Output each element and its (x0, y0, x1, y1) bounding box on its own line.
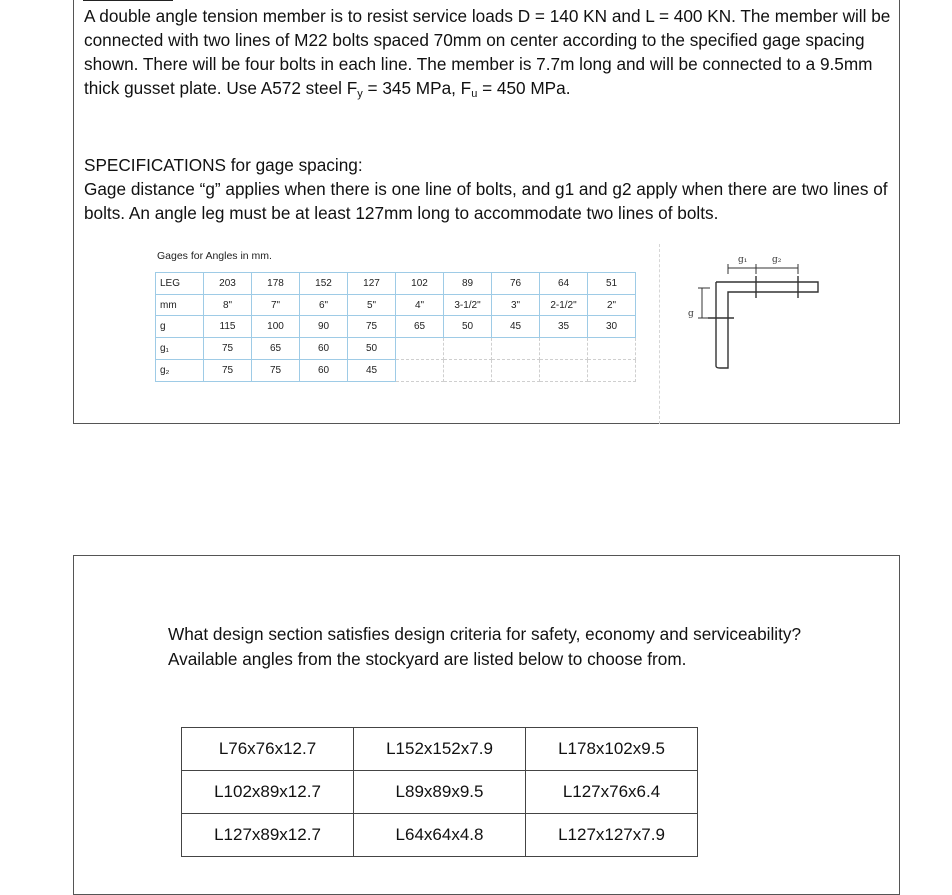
row-label: LEG (156, 273, 204, 295)
row-label: mm (156, 295, 204, 316)
gage-table-caption: Gages for Angles in mm. (157, 250, 272, 262)
table-cell: 100 (252, 316, 300, 338)
g-label: g (688, 309, 694, 319)
table-cell: 115 (204, 316, 252, 338)
table-cell: 60 (300, 360, 348, 382)
empty-cell (492, 360, 540, 382)
specifications-body: Gage distance “g” applies when there is one line of bolts, and g1 and g2 apply when there are two lines of bolts. An angle leg must be at least 127mm long to accommodate two lines of bolts. (84, 179, 888, 223)
angle-option: L76x76x12.7 (182, 728, 354, 771)
angle-option: L152x152x7.9 (354, 728, 526, 771)
angle-option: L64x64x4.8 (354, 814, 526, 857)
angle-option: L127x89x12.7 (182, 814, 354, 857)
empty-cell (396, 338, 444, 360)
table-cell: 45 (492, 316, 540, 338)
table-cell: 8" (204, 295, 252, 316)
angle-option: L178x102x9.5 (526, 728, 698, 771)
angle-option: L127x127x7.9 (526, 814, 698, 857)
figure-divider (659, 244, 660, 424)
table-cell: 3-1/2" (444, 295, 492, 316)
table-cell: 75 (252, 360, 300, 382)
empty-cell (444, 360, 492, 382)
table-cell: 50 (444, 316, 492, 338)
empty-cell (588, 338, 636, 360)
empty-cell (540, 360, 588, 382)
table-cell: 3" (492, 295, 540, 316)
specifications-heading: SPECIFICATIONS for gage spacing: (84, 155, 363, 175)
table-cell: 75 (204, 360, 252, 382)
empty-cell (396, 360, 444, 382)
available-angles-table (181, 727, 698, 857)
table-cell: 45 (348, 360, 396, 382)
table-cell: 7" (252, 295, 300, 316)
gage-row-leg (156, 273, 636, 295)
table-cell: 178 (252, 273, 300, 295)
angle-option: L102x89x12.7 (182, 771, 354, 814)
empty-cell (588, 360, 636, 382)
table-cell: 65 (252, 338, 300, 360)
empty-cell (444, 338, 492, 360)
table-cell: 102 (396, 273, 444, 295)
gage-table (155, 272, 636, 382)
table-cell: 64 (540, 273, 588, 295)
angle-option: L127x76x6.4 (526, 771, 698, 814)
table-cell: 203 (204, 273, 252, 295)
empty-cell (540, 338, 588, 360)
gage-row-inches (156, 295, 636, 316)
row-label: g₁ (156, 338, 204, 360)
angle-option: L89x89x9.5 (354, 771, 526, 814)
gage-row-g (156, 316, 636, 338)
row-label: g₂ (156, 360, 204, 382)
table-row (182, 814, 698, 857)
table-cell: 35 (540, 316, 588, 338)
empty-cell (492, 338, 540, 360)
table-cell: 75 (348, 316, 396, 338)
table-cell: 89 (444, 273, 492, 295)
table-cell: 76 (492, 273, 540, 295)
g1-label: g₁ (738, 255, 748, 265)
table-cell: 152 (300, 273, 348, 295)
gage-row-g1 (156, 338, 636, 360)
table-cell: 75 (204, 338, 252, 360)
table-row (182, 728, 698, 771)
problem-statement: A double angle tension member is to resist service loads D = 140 KN and L = 400 KN. The member will be connected with two lines of M22 bolts spaced 70mm on center according to the specified gage spacing shown. There will be four bolts in each line. The member is 7.7m long and will be connected to a 9.5mm thick gusset plate. Use A572 steel $F_y = 345$ MPa, $F_u = 450$ MPa. (84, 6, 891, 100)
table-cell: 30 (588, 316, 636, 338)
table-cell: 5" (348, 295, 396, 316)
question-text: What design section satisfies design criteria for safety, economy and serviceability? Available angles from the stockyard are listed below to choose from. (168, 624, 802, 669)
table-cell: 51 (588, 273, 636, 295)
table-cell: 65 (396, 316, 444, 338)
row-label: g (156, 316, 204, 338)
table-cell: 6" (300, 295, 348, 316)
gage-specifications (84, 153, 896, 225)
table-cell: 2-1/2" (540, 295, 588, 316)
angle-gage-diagram (688, 250, 838, 370)
table-cell: 60 (300, 338, 348, 360)
table-cell: 4" (396, 295, 444, 316)
g2-label: g₂ (772, 255, 782, 265)
gage-row-g2 (156, 360, 636, 382)
table-row (182, 771, 698, 814)
title-underline (83, 0, 173, 1)
table-cell: 90 (300, 316, 348, 338)
table-cell: 2" (588, 295, 636, 316)
table-cell: 50 (348, 338, 396, 360)
table-cell: 127 (348, 273, 396, 295)
